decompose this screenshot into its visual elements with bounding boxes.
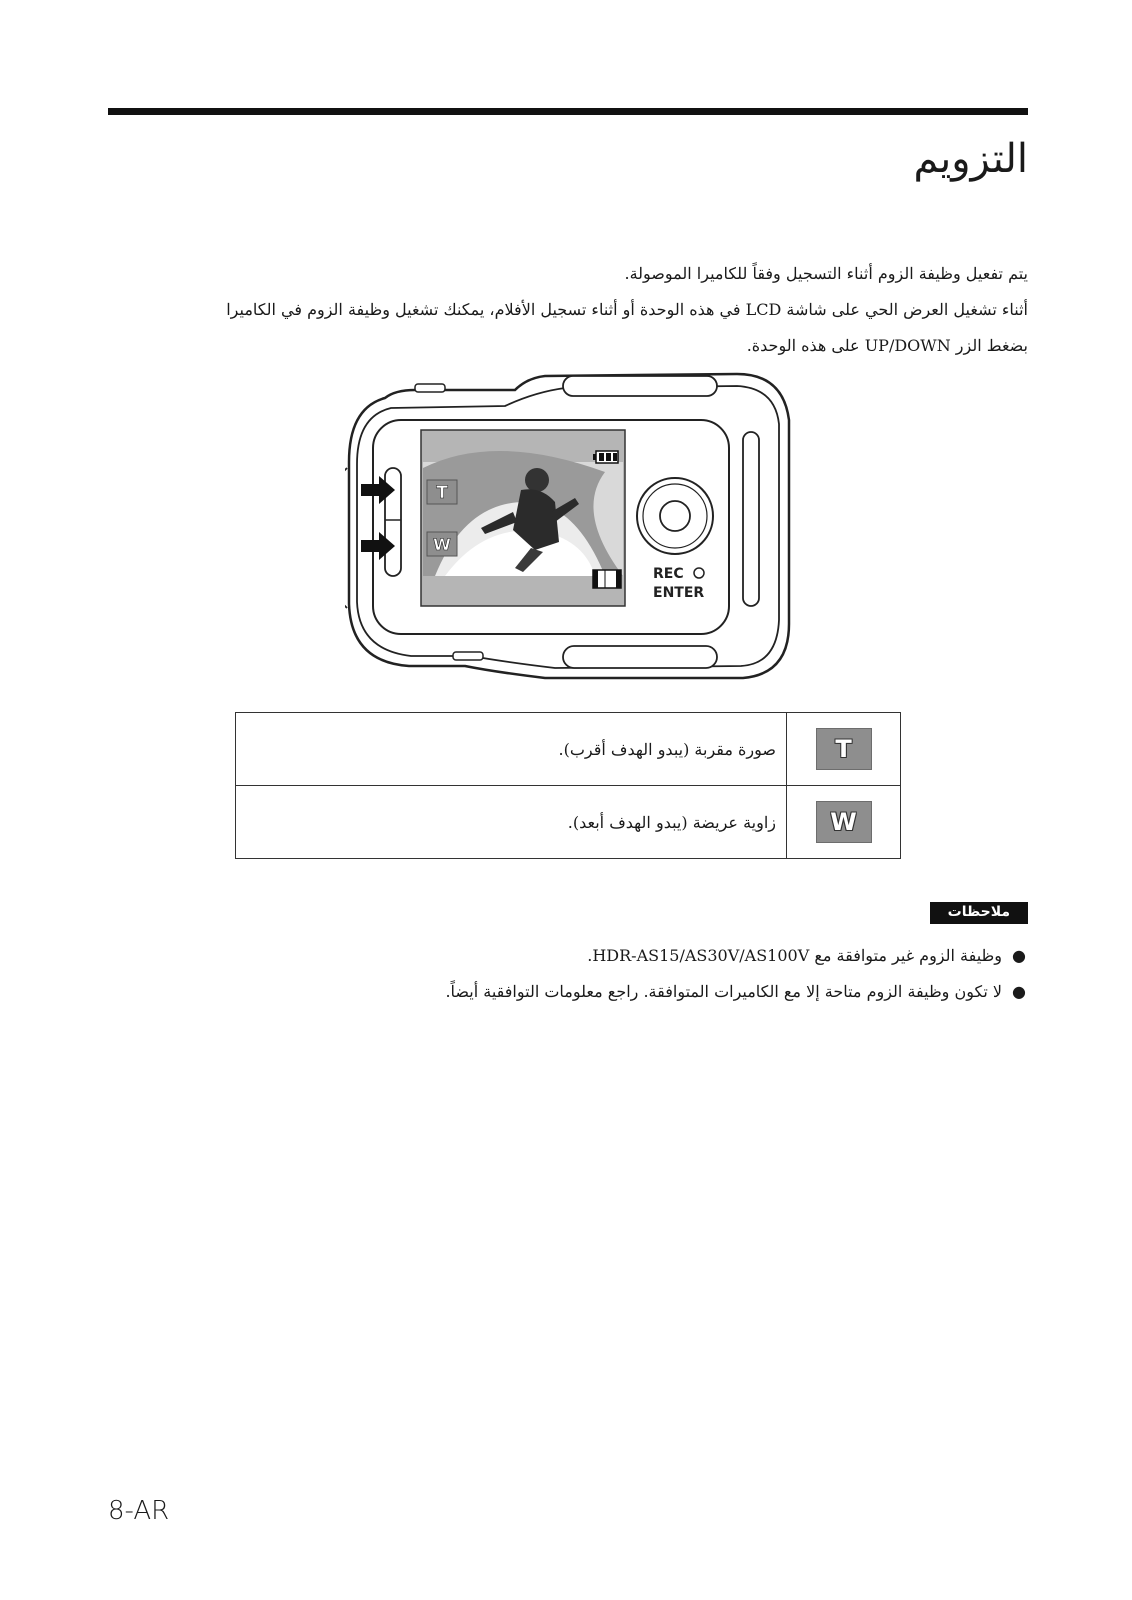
bullet-icon: ●	[1012, 946, 1026, 965]
enter-label: ENTER	[653, 585, 705, 601]
intro-text	[108, 256, 1028, 364]
notes-heading: ملاحظات	[930, 902, 1028, 924]
intro-line: أثناء تشغيل العرض الحي على شاشة LCD في هذه الوحدة أو أثناء تسجيل الأفلام، يمكنك تشغيل وظيفة الزوم في الكاميرا	[226, 300, 1028, 319]
zoom-icon-cell	[787, 713, 901, 786]
movie-mode-icon	[593, 570, 621, 588]
zoom-description: زاوية عريضة (يبدو الهدف أبعد).	[236, 786, 787, 859]
zoom-icon-cell	[787, 786, 901, 859]
tele-zoom-icon: T	[816, 728, 872, 770]
intro-line: يتم تفعيل وظيفة الزوم أثناء التسجيل وفقاً للكاميرا الموصولة.	[624, 264, 1028, 283]
table-row	[236, 713, 901, 786]
note-text: لا تكون وظيفة الزوم متاحة إلا مع الكاميرات المتوافقة. راجع معلومات التوافقية أيضاً.	[445, 982, 1002, 1001]
rec-label: REC	[653, 566, 684, 582]
zoom-in-screen-label: T	[436, 483, 448, 503]
intro-line: بضغط الزر UP/DOWN على هذه الوحدة.	[746, 336, 1028, 355]
table-row	[236, 786, 901, 859]
note-text: وظيفة الزوم غير متوافقة مع HDR-AS15/AS30V/AS100V.	[587, 946, 1002, 965]
battery-icon	[593, 451, 618, 463]
top-rule	[108, 108, 1028, 115]
bullet-icon: ●	[1012, 982, 1026, 1001]
rec-indicator-icon	[694, 568, 704, 578]
zoom-description: صورة مقربة (يبدو الهدف أقرب).	[236, 713, 787, 786]
wide-zoom-icon: W	[816, 801, 872, 843]
page-number: 8-AR	[108, 1496, 170, 1526]
zoom-table	[235, 712, 901, 859]
list-item	[108, 974, 1028, 1010]
notes-list	[108, 938, 1028, 1010]
page-title: التزويم	[913, 136, 1028, 182]
list-item	[108, 938, 1028, 974]
remote-camera-illustration	[345, 372, 795, 686]
zoom-out-screen-label: W	[433, 535, 451, 554]
